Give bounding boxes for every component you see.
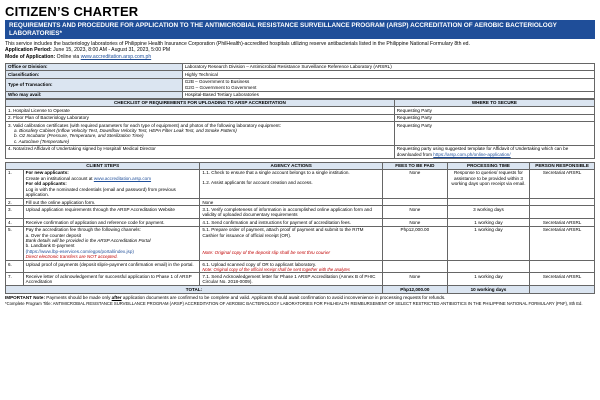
checklist-row (6, 122, 595, 146)
client-step-2: Fill out the online application form. (23, 199, 200, 206)
person-responsible-value: Secretariat ARSRL (530, 273, 595, 286)
agency-action-2: None (200, 199, 383, 206)
accreditation-link[interactable]: www.accreditation.arsp.com.ph (80, 53, 152, 60)
type-g2g: G2G – Government to Government (184, 84, 257, 90)
new-applicants-label: For new applicants: (25, 170, 69, 176)
important-note-label: IMPORTANT Note: (5, 294, 45, 300)
total-fee: Php12,000.00 (382, 286, 447, 293)
important-note-post: application documents are confirmed to be complete and valid. Applicants should await confirmation to avoid inconvenience in processing requests for refunds. (122, 294, 446, 300)
transaction-type-row (6, 78, 595, 91)
requirement-calibration (6, 122, 395, 146)
person-responsible-value: Secretariat ARSRL (530, 219, 595, 226)
agency-action-3: 3.1. Verify completeness of information in accomplished online application form and validity of uploaded documentary requirements (200, 206, 383, 219)
checklist-header (6, 99, 595, 106)
agency-action-1-2: 1.2. Assist applicants for account creation and access. (202, 179, 313, 185)
where-floor-plan: Requesting Party (394, 114, 594, 121)
checklist-header-requirements: CHECKLIST OF REQUIREMENTS FOR UPLOADING TO ARSP ACCREDITATION (6, 99, 395, 106)
period-label: Application Period: (5, 47, 52, 54)
where-calibration: Requesting Party (394, 122, 594, 146)
payment-channel-otc: a. Over the counter deposit (25, 232, 82, 238)
header-person-responsible: PERSON RESPONSIBLE (530, 162, 595, 169)
important-note-pre: Payments should be made only (46, 294, 111, 300)
who-may-avail-value: Hospital-Based Tertiary Laboratories (182, 91, 594, 98)
old-applicants-label: For old applicants: (25, 181, 67, 187)
client-step-6: Upload proof of payments (deposit slip/e-payment confirmation email) in the portal. (23, 261, 200, 273)
calibration-text: 3. Valid calibration certificates (with required parameters for each type of equipment) and photos of the following laboratory equipment: (8, 122, 281, 128)
step-row (6, 219, 595, 226)
type-g2b: G2B – Government to Business (184, 79, 250, 85)
old-applicants-text: Log in with the nominated credentials (email and password) from previous application. (25, 186, 176, 198)
page-title: CITIZEN’S CHARTER (5, 4, 139, 19)
office-row (6, 63, 595, 70)
where-license: Requesting Party (394, 107, 594, 114)
header-processing-time: PROCESSING TIME (447, 162, 529, 169)
important-note-emphasis: after (111, 294, 122, 300)
fee-value: Php12,000.00 (382, 226, 447, 260)
process-steps-table (5, 162, 595, 294)
classification-row (6, 71, 595, 78)
checklist-row (6, 145, 595, 158)
step-number: 7. (6, 273, 24, 286)
client-step-7: Receive letter of acknowledgement for successful application to Phase 1 of ARSP Accreditation (23, 273, 200, 286)
calibration-item-a: a. Biosafety Cabinet (Inflow Velocity Test, Downflow Velocity Test, HEPA Filter Leak Test, and Smoke Pattern) (14, 128, 237, 134)
charter-page (5, 5, 595, 306)
processing-time-value: 1 working day (447, 273, 529, 286)
total-time: 10 working days (447, 286, 529, 293)
transaction-type-value (182, 78, 594, 91)
payment-channels-text: Pay the accreditation fee through the following channels: (25, 227, 141, 233)
header-fees: FEES TO BE PAID (382, 162, 447, 169)
affidavit-where-text: Requesting party using suggested template for Affidavit of Undertaking which can be downloaded from (396, 146, 569, 157)
who-may-avail-row (6, 91, 595, 98)
institution-account-link[interactable]: www.accreditation.arsp.com (93, 175, 152, 181)
info-table (5, 63, 595, 99)
step-number: 2. (6, 199, 24, 206)
step-row (6, 226, 595, 260)
agency-action-4: 4.1. Send confirmation and instructions for payment of accreditation fees. (200, 219, 383, 226)
agency-action-7: 7.1. Send Acknowledgement letter for Phase 1 ARSP Accreditation (Annex B of PHIC Circular No. 2018-0009). (200, 273, 383, 286)
step-row (6, 169, 595, 198)
person-responsible-value: Secretariat ARSRL (530, 169, 595, 198)
new-applicants-text: Create an institutional account at (25, 175, 93, 181)
classification-label: Classification: (6, 71, 183, 78)
office-value: Laboratory Research Division – Antimicrobial Resistance Surveillance Reference Laboratory (ARSRL) (182, 63, 594, 70)
period-value: June 15, 2023, 8:00 AM - August 31, 2023, 5:00 PM (53, 47, 171, 54)
checklist-row (6, 114, 595, 121)
fee-value: None (382, 273, 447, 286)
step-row (6, 273, 595, 286)
step-row (6, 199, 595, 206)
important-note (5, 295, 595, 300)
fee-value: None (382, 219, 447, 226)
agency-action-6-1: 6.1. Upload scanned copy of OR to applicant laboratory. (202, 261, 317, 267)
processing-time-value: 1 working day (447, 226, 529, 260)
client-step-1 (23, 169, 200, 198)
program-title-footnote: *Complete Program Title: ANTIMICROBIAL RESISTANCE SURVEILLANCE PROGRAM (ARSP) ACCREDITATION OF AEROBIC BACTERIOLOGY LABORATORIES FOR PHILHEALTH REIMBURSEMENT OF SELECT RESTRICTED ANTIBIOTICS IN THE PHILIPPINE NATIONAL FORMULARY (PNF), 8th Ed. (5, 301, 583, 307)
office-label: Office or Division: (6, 63, 183, 70)
landbank-epayment-link[interactable]: (https://www.lbp-eservices.com/egps/portal/index.jsp) (25, 248, 134, 254)
official-receipt-note: Note: Original copy of the official receipt shall be sent together with the analytes (202, 266, 350, 272)
calibration-items (8, 128, 392, 144)
step-number: 1. (6, 169, 24, 198)
checklist-header-where: WHERE TO SECURE (394, 99, 594, 106)
intro-section (5, 41, 595, 60)
transaction-type-label: Type of Transaction: (6, 78, 183, 91)
client-step-3: Upload application requirements through the ARSP Accreditation Website (23, 206, 200, 219)
agency-action-5-1: 5.1. Prepare order of payment, attach proof of payment and submit to the RITM Cashier for issuance of official receipt (OR). (202, 227, 364, 238)
step-number: 3. (6, 206, 24, 219)
affidavit-template-link[interactable]: https://arsp.com.ph/online-application/ (433, 151, 511, 157)
step-row (6, 206, 595, 219)
fee-value: None (382, 169, 447, 198)
agency-action-5 (200, 226, 383, 260)
steps-header-row (6, 162, 595, 169)
title-banner: REQUIREMENTS AND PROCEDURE FOR APPLICATION TO THE ANTIMICROBIAL RESISTANCE SURVEILLANCE PROGRAM (ARSP) ACCREDITATION OF AEROBIC BACTERIOLOGY LABORATORIES* (5, 20, 595, 39)
direct-transfer-warning: Direct electronic transfers are NOT accepted. (25, 254, 118, 260)
who-may-avail-label: Who may avail: (6, 91, 183, 98)
client-step-5 (23, 226, 200, 260)
requirement-floor-plan: 2. Floor Plan of Bacteriology Laboratory (6, 114, 395, 121)
processing-time-value: 3 working days (447, 206, 529, 219)
calibration-item-c: c. Autoclave (Temperature) (14, 138, 70, 144)
requirement-license: 1. Hospital License to Operate (6, 107, 395, 114)
total-row (6, 286, 595, 293)
total-label: TOTAL: (6, 286, 383, 293)
agency-action-6 (200, 261, 383, 273)
client-step-4: Receive confirmation of application and reference code for payment. (23, 219, 200, 226)
step-number: 5. (6, 226, 24, 260)
step-row (6, 261, 595, 273)
fee-value: None (382, 206, 447, 219)
requirement-affidavit: 4. Notarized Affidavit of Undertaking signed by Hospital/ Medical Director (6, 145, 395, 158)
classification-value: Highly Technical (182, 71, 594, 78)
header-agency-actions: AGENCY ACTIONS (200, 162, 383, 169)
processing-time-value: Response to queries/ requests for assistance to be provided within 3 working days upon receipt via email. (447, 169, 529, 198)
header-client-steps: CLIENT STEPS (6, 162, 200, 169)
service-description: This service includes the bacteriology laboratories of Philippine Health Insurance Corporation (PhilHealth)-accredited hospitals utilizing reserve antibacterials listed in the Philippine National Formulary 8th ed. (5, 41, 470, 47)
calibration-item-b: b. O2 Incubator (Pressure, Temperature, and Sterilization Time) (14, 133, 144, 139)
where-affidavit (394, 145, 594, 158)
mode-value: Online via (56, 53, 80, 60)
processing-time-value: 1 working day (447, 219, 529, 226)
deposit-slip-note: Note: Original copy of the deposit slip shall be sent thru courier (202, 249, 331, 255)
step-number: 6. (6, 261, 24, 273)
mode-label: Mode of Application: (5, 53, 56, 60)
checklist-row (6, 107, 595, 114)
person-responsible-value: Secretariat ARSRL (530, 226, 595, 260)
payment-channel-landbank: b. Landbank E-payment (25, 243, 75, 249)
agency-action-1 (200, 169, 383, 198)
agency-action-1-1: 1.1. Check to ensure that a single account belongs to a single institution. (202, 170, 350, 176)
step-number: 4. (6, 219, 24, 226)
bank-details-note: Bank details will be provided in the ARSP Accreditation Portal (25, 237, 151, 243)
checklist-table (5, 99, 595, 159)
